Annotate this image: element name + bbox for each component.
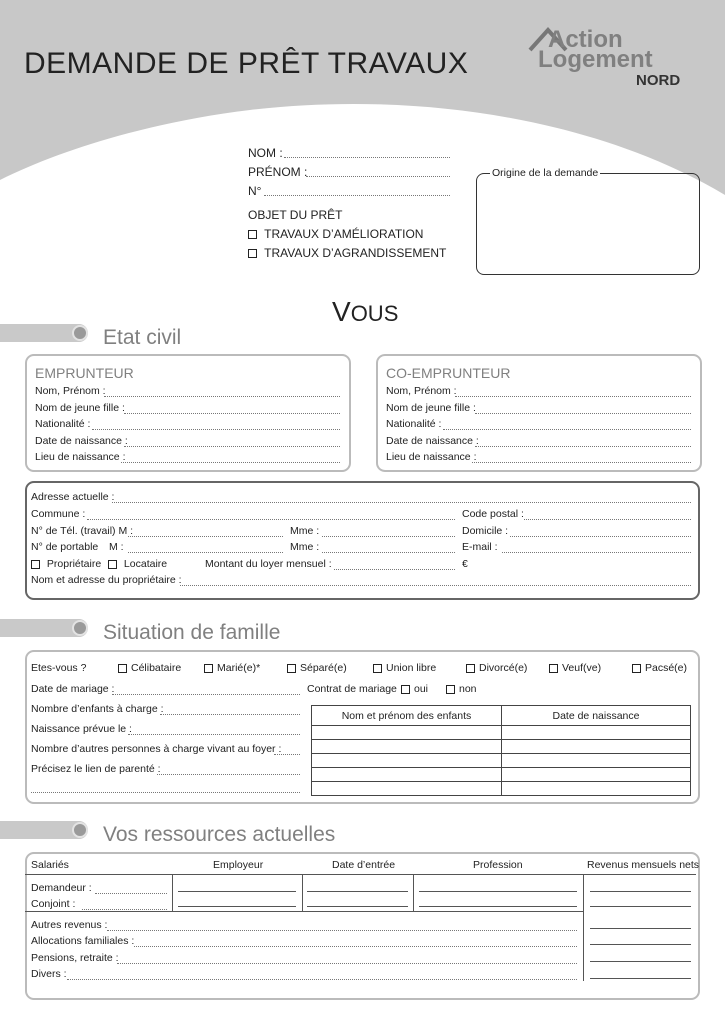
ressources-title: Vos ressources actuelles: [103, 823, 336, 846]
divider: [583, 875, 584, 981]
domicile-label: Domicile :: [462, 525, 509, 537]
statut-checkbox[interactable]: [287, 664, 296, 673]
autres-revenus-label: Autres revenus :: [31, 919, 108, 931]
revenus-header: Revenus mensuels nets: [587, 859, 700, 871]
salaries-header: Salariés: [31, 859, 69, 871]
statut-divorce[interactable]: [466, 662, 527, 674]
statut-label: Union libre: [386, 662, 437, 674]
demandeur-line[interactable]: [95, 893, 167, 894]
emp-line-1[interactable]: [124, 413, 340, 414]
co-line-4[interactable]: [472, 462, 691, 463]
profession-line-2[interactable]: [419, 906, 577, 907]
allocations-line[interactable]: [134, 946, 577, 947]
statut-label: Pacsé(e): [645, 662, 688, 674]
non-label: non: [459, 683, 477, 695]
table-cell[interactable]: [502, 768, 691, 782]
date-entree-line-2[interactable]: [307, 906, 408, 907]
commune-label: Commune :: [31, 508, 86, 520]
objet-label: OBJET DU PRÊT: [248, 208, 343, 222]
nb-enfants-label: Nombre d’enfants à charge :: [31, 703, 164, 715]
ressources-knob: [72, 822, 88, 838]
autres-revenus-line[interactable]: [107, 930, 577, 931]
header-divider: [25, 874, 696, 875]
emp-field-4: Lieu de naissance :: [35, 451, 126, 463]
date-mariage-line[interactable]: [112, 694, 300, 695]
oui-label: oui: [414, 683, 429, 695]
numero-line[interactable]: [264, 195, 450, 196]
emprunteur-title: EMPRUNTEUR: [35, 365, 134, 381]
allocations-label: Allocations familiales :: [31, 935, 135, 947]
locataire-checkbox[interactable]: [108, 560, 117, 569]
table-cell[interactable]: [312, 740, 502, 754]
emp-line-3[interactable]: [124, 446, 340, 447]
euro-label: €: [462, 558, 468, 570]
revenus-line-1[interactable]: [590, 891, 691, 892]
naissance-line[interactable]: [128, 734, 300, 735]
oui-checkbox[interactable]: [401, 685, 410, 694]
statut-union-libre[interactable]: [373, 662, 436, 674]
option-amelioration[interactable]: [248, 227, 423, 241]
adresse-label: Adresse actuelle :: [31, 491, 115, 503]
etat-civil-title: Etat civil: [103, 326, 182, 349]
statut-checkbox[interactable]: [118, 664, 127, 673]
emp-line-0[interactable]: [104, 396, 340, 397]
locataire-label: Locataire: [123, 558, 168, 570]
divers-label: Divers :: [31, 968, 67, 980]
revenus-line-2[interactable]: [590, 906, 691, 907]
divider: [302, 875, 303, 911]
profession-header: Profession: [473, 859, 523, 871]
etes-vous-label: Etes-vous ?: [31, 662, 87, 674]
contrat-label: Contrat de mariage: [307, 683, 397, 695]
profession-line-1[interactable]: [419, 891, 577, 892]
statut-label: Séparé(e): [300, 662, 347, 674]
portable-label: N° de portable: [31, 541, 99, 553]
emp-field-1: Nom de jeune fille :: [35, 402, 125, 414]
co-line-3[interactable]: [475, 446, 691, 447]
option-agrandissement[interactable]: [248, 246, 446, 260]
nom-line[interactable]: [284, 157, 450, 158]
statut-veuf[interactable]: [549, 662, 601, 674]
statut-checkbox[interactable]: [632, 664, 641, 673]
nom-proprio-label: Nom et adresse du propriétaire :: [31, 574, 182, 586]
table-cell[interactable]: [312, 726, 502, 740]
divider: [413, 875, 414, 911]
co-line-1[interactable]: [475, 413, 691, 414]
autres-personnes-line[interactable]: [274, 754, 300, 755]
table-cell[interactable]: [312, 754, 502, 768]
mme-label-2: Mme :: [290, 541, 320, 553]
locataire-option[interactable]: [108, 558, 167, 570]
mme-line-2[interactable]: [322, 552, 455, 553]
prenom-line[interactable]: [306, 176, 450, 177]
mme-line-1[interactable]: [322, 536, 455, 537]
parente-line-2[interactable]: [31, 792, 300, 793]
domicile-line[interactable]: [510, 536, 691, 537]
table-cell[interactable]: [502, 726, 691, 740]
nb-enfants-line[interactable]: [160, 714, 300, 715]
emp-field-0: Nom, Prénom :: [35, 385, 106, 397]
emp-field-2: Nationalité :: [35, 418, 91, 430]
proprietaire-checkbox[interactable]: [31, 560, 40, 569]
employeur-header: Employeur: [213, 859, 264, 871]
prenom-label: PRÉNOM :: [248, 165, 308, 179]
parente-label: Précisez le lien de parenté :: [31, 763, 161, 775]
revenus-line-5[interactable]: [590, 961, 691, 962]
checkbox-agrandissement[interactable]: [248, 249, 257, 258]
date-entree-line-1[interactable]: [307, 891, 408, 892]
col-nom-enfants: Nom et prénom des enfants: [312, 706, 502, 726]
statut-label: Marié(e)*: [217, 662, 261, 674]
revenus-line-4[interactable]: [590, 944, 691, 945]
divider: [172, 875, 173, 911]
logo-line1: Action: [548, 26, 623, 53]
co-field-3: Date de naissance :: [386, 435, 479, 447]
loyer-line[interactable]: [334, 569, 455, 570]
commune-line[interactable]: [87, 519, 455, 520]
vous-heading: VOUS: [332, 296, 399, 327]
email-label: E-mail :: [462, 541, 498, 553]
loyer-label: Montant du loyer mensuel :: [205, 558, 332, 570]
co-field-2: Nationalité :: [386, 418, 442, 430]
pensions-label: Pensions, retraite :: [31, 952, 119, 964]
revenus-line-6[interactable]: [590, 978, 691, 979]
statut-checkbox[interactable]: [204, 664, 213, 673]
origine-box[interactable]: [476, 173, 700, 275]
contrat-oui[interactable]: [401, 683, 428, 695]
conjoint-line[interactable]: [82, 909, 167, 910]
divers-line[interactable]: [67, 979, 577, 980]
checkbox-amelioration[interactable]: [248, 230, 257, 239]
demandeur-label: Demandeur :: [31, 882, 92, 894]
mme-label-1: Mme :: [290, 525, 320, 537]
row-divider: [25, 911, 583, 912]
statut-celibataire[interactable]: [118, 662, 181, 674]
logo: [528, 22, 698, 94]
autres-personnes-label: Nombre d’autres personnes à charge vivant au foyer :: [31, 743, 282, 755]
origine-label: Origine de la demande: [492, 167, 599, 179]
code-postal-line[interactable]: [524, 519, 691, 520]
co-field-1: Nom de jeune fille :: [386, 402, 476, 414]
date-mariage-label: Date de mariage :: [31, 683, 115, 695]
proprietaire-option[interactable]: [31, 558, 101, 570]
statut-checkbox[interactable]: [466, 664, 475, 673]
revenus-line-3[interactable]: [590, 928, 691, 929]
tel-travail-label: N° de Tél. (travail) M :: [31, 525, 134, 537]
contrat-non[interactable]: [446, 683, 477, 695]
famille-knob: [72, 620, 88, 636]
famille-title: Situation de famille: [103, 621, 281, 644]
table-cell[interactable]: [502, 782, 691, 796]
co-line-2[interactable]: [443, 429, 691, 430]
etat-civil-knob: [72, 325, 88, 341]
statut-label: Divorcé(e): [479, 662, 528, 674]
statut-separe[interactable]: [287, 662, 347, 674]
statut-label: Célibataire: [131, 662, 182, 674]
logo-line2: Logement: [538, 46, 653, 73]
statut-marie[interactable]: [204, 662, 260, 674]
emp-line-2[interactable]: [92, 429, 340, 430]
option-agrandissement-label: TRAVAUX D’AGRANDISSEMENT: [264, 246, 447, 260]
enfants-table: [311, 705, 691, 796]
naissance-label: Naissance prévue le :: [31, 723, 132, 735]
emp-line-4[interactable]: [121, 462, 340, 463]
emp-field-3: Date de naissance :: [35, 435, 128, 447]
coemprunteur-title: CO-EMPRUNTEUR: [386, 365, 511, 381]
statut-checkbox[interactable]: [373, 664, 382, 673]
col-date-naissance: Date de naissance: [502, 706, 691, 726]
statut-checkbox[interactable]: [549, 664, 558, 673]
table-cell[interactable]: [502, 754, 691, 768]
code-postal-label: Code postal :: [462, 508, 524, 520]
proprietaire-label: Propriétaire: [46, 558, 102, 570]
co-field-4: Lieu de naissance :: [386, 451, 477, 463]
statut-pacse[interactable]: [632, 662, 687, 674]
date-entree-header: Date d’entrée: [332, 859, 396, 871]
employeur-line-2[interactable]: [178, 906, 296, 907]
option-amelioration-label: TRAVAUX D’AMÉLIORATION: [264, 227, 424, 241]
email-line[interactable]: [502, 552, 691, 553]
nom-proprio-line[interactable]: [180, 585, 691, 586]
conjoint-label: Conjoint :: [31, 898, 76, 910]
tel-travail-line[interactable]: [128, 536, 283, 537]
table-cell[interactable]: [502, 740, 691, 754]
parente-line[interactable]: [157, 774, 300, 775]
m-label: M :: [109, 541, 124, 553]
co-line-0[interactable]: [455, 396, 691, 397]
employeur-line-1[interactable]: [178, 891, 296, 892]
nom-label: NOM :: [248, 146, 283, 160]
adresse-line[interactable]: [112, 502, 691, 503]
pensions-line[interactable]: [117, 963, 577, 964]
page-title: DEMANDE DE PRÊT TRAVAUX: [24, 47, 469, 80]
portable-line[interactable]: [128, 552, 283, 553]
non-checkbox[interactable]: [446, 685, 455, 694]
co-field-0: Nom, Prénom :: [386, 385, 457, 397]
table-cell[interactable]: [312, 768, 502, 782]
numero-label: N°: [248, 184, 262, 198]
statut-label: Veuf(ve): [562, 662, 602, 674]
table-cell[interactable]: [312, 782, 502, 796]
logo-line3: NORD: [636, 72, 681, 89]
